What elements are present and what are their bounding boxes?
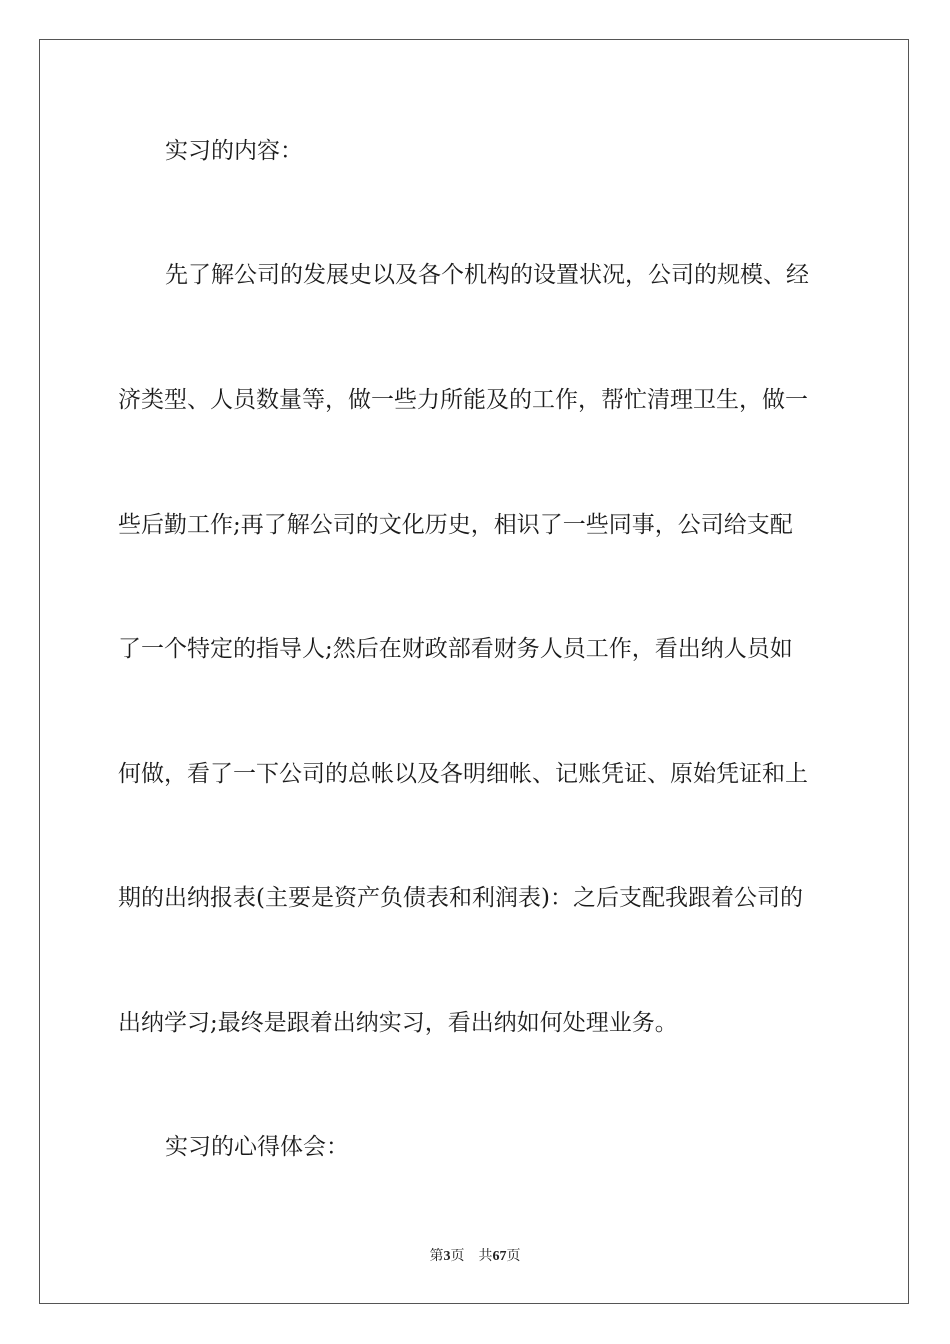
page-number: 3 [443, 1249, 451, 1264]
paragraph-line: 了一个特定的指导人;然后在财政部看财务人员工作，看出纳人员如 [118, 636, 793, 662]
paragraph-line: 先了解公司的发展史以及各个机构的设置状况，公司的规模、经 [165, 262, 809, 288]
page-suffix: 页 [450, 1249, 465, 1264]
paragraph-line: 出纳学习;最终是跟着出纳实习，看出纳如何处理业务。 [118, 1010, 678, 1036]
total-pages: 67 [492, 1249, 507, 1264]
section-heading-experience: 实习的心得体会： [165, 1134, 349, 1160]
paragraph-line: 何做，看了一下公司的总帐以及各明细帐、记账凭证、原始凭证和上 [118, 761, 808, 787]
page-footer [0, 1248, 950, 1266]
total-prefix: 共 [478, 1249, 493, 1264]
paragraph-line: 济类型、人员数量等，做一些力所能及的工作，帮忙清理卫生，做一 [118, 387, 808, 413]
page-prefix: 第 [429, 1249, 444, 1264]
total-suffix: 页 [506, 1249, 521, 1264]
section-heading-content: 实习的内容： [165, 138, 303, 164]
paragraph-line: 期的出纳报表(主要是资产负债表和利润表)：之后支配我跟着公司的 [118, 885, 803, 911]
paragraph-line: 些后勤工作;再了解公司的文化历史，相识了一些同事，公司给支配 [118, 512, 793, 538]
page-border [39, 39, 909, 1304]
